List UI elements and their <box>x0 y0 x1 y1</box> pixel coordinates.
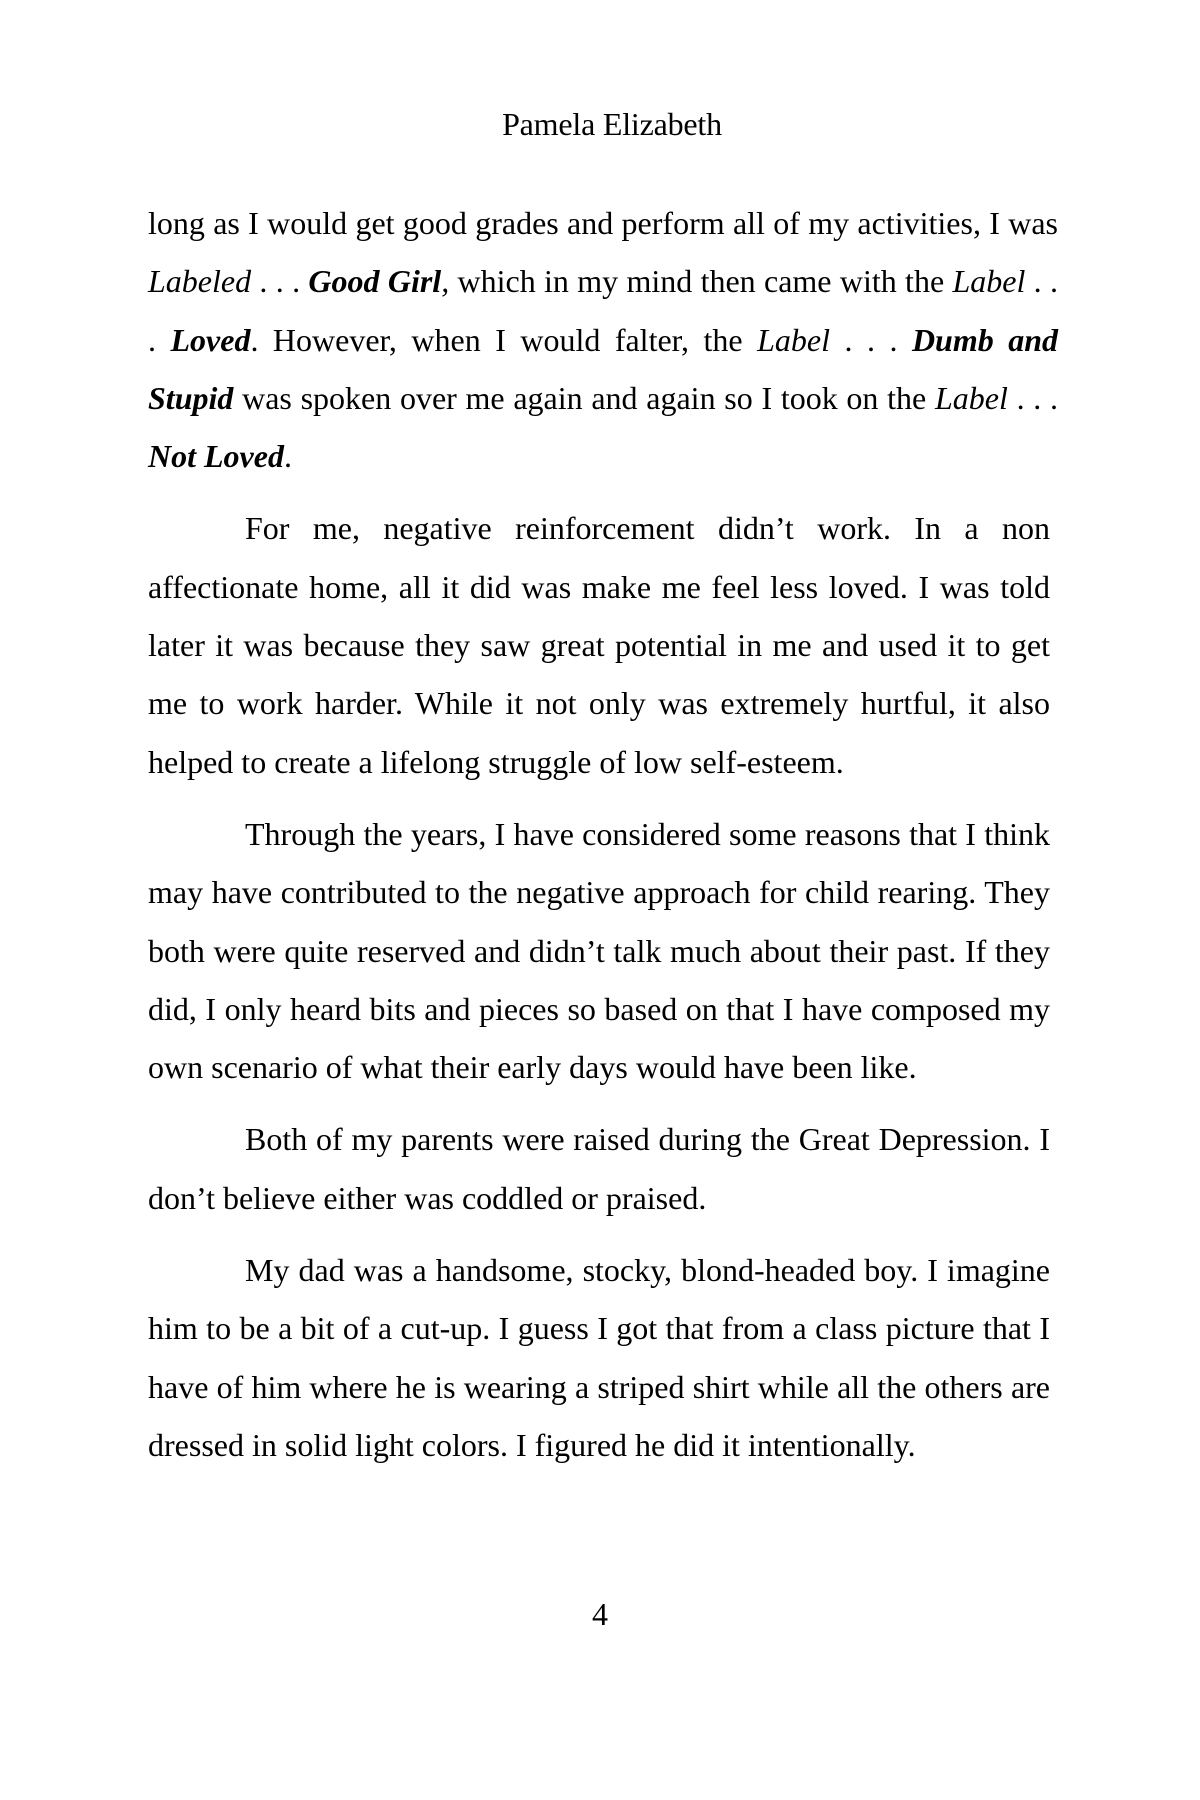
body-text-run: . However, when I would falter, the <box>250 321 758 358</box>
body-text-run: My dad was a handsome, stocky, blond-headed boy. I imagine him to be a bit of a cut-up. I guess I got that from a class picture that I have of him where he is wearing a striped shirt while all the others are dressed in solid light colors. I figured he did it intentionally. <box>148 1252 1050 1463</box>
body-text-run: . . . <box>830 321 912 358</box>
italic-label-text: Labeled <box>148 263 252 300</box>
paragraph-3 <box>148 805 1050 1096</box>
body-text-run: was spoken over me again and again so I took on the <box>233 379 935 416</box>
emphasized-label-text: Good Girl <box>308 263 442 300</box>
body-text-run: . <box>283 438 292 475</box>
paragraph-5 <box>148 1241 1050 1474</box>
body-text-run: For me, negative reinforcement didn’t work. In a non affectionate home, all it did was make me feel less loved. I was told later it was because they saw great potential in me and used it to get me to work harder. While it not only was extremely hurtful, it also helped to create a lifelong struggle of low self-esteem. <box>148 510 1050 780</box>
body-text-run: which in my mind then came with the <box>449 263 953 300</box>
emphasized-label-text: Dumb and Stupid <box>148 321 1059 416</box>
italic-label-text: Label <box>757 321 830 358</box>
paragraph-2 <box>148 499 1050 790</box>
emphasized-label-text: Not Loved <box>148 438 284 475</box>
italic-label-text: Label <box>952 263 1026 300</box>
page-number: 4 <box>592 1596 608 1632</box>
body-text-run: Both of my parents were raised during the Great Depression. I don’t believe either was coddled or praised. <box>148 1121 1050 1216</box>
body-text <box>148 194 1058 1488</box>
body-text-run: . . . <box>1007 379 1059 416</box>
body-text-run: Through the years, I have considered some reasons that I think may have contributed to the negative approach for child rearing. They both were quite reserved and didn’t talk much about their past. If they did, I only heard bits and pieces so based on that I have composed my own scenario of what their early days would have been like. <box>148 815 1050 1086</box>
paragraph-1 <box>148 194 1058 485</box>
body-text-run: . . . <box>148 263 1059 358</box>
italic-label-text: , <box>441 263 450 300</box>
body-text-run: long as I would get good grades and perform all of my activities, I was <box>148 205 1058 241</box>
running-header: Pamela Elizabeth <box>502 106 722 142</box>
body-text-run: . . . <box>251 263 309 300</box>
italic-label-text: Label <box>934 379 1008 416</box>
paragraph-4 <box>148 1110 1050 1227</box>
emphasized-label-text: Loved <box>170 321 251 358</box>
